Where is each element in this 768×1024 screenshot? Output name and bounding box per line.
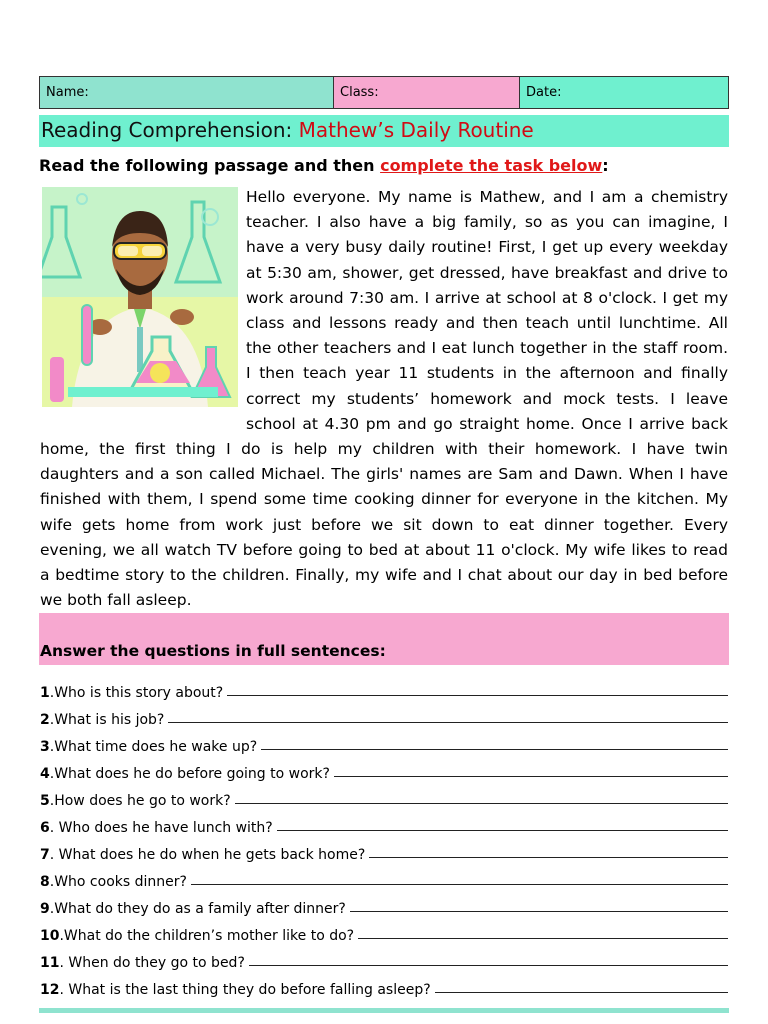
instruction bbox=[39, 156, 609, 175]
question-number: 9 bbox=[40, 901, 50, 917]
question-text: .What time does he wake up? bbox=[49, 739, 258, 755]
question-row bbox=[40, 782, 728, 809]
question-row bbox=[40, 728, 728, 755]
questions-list bbox=[40, 674, 728, 998]
chemistry-teacher-illustration-icon bbox=[42, 187, 238, 407]
question-row bbox=[40, 701, 728, 728]
answer-line[interactable] bbox=[435, 991, 728, 993]
question-text: .How does he go to work? bbox=[49, 793, 231, 809]
question-text: . What is the last thing they do before falling asleep? bbox=[59, 982, 431, 998]
question-text: . When do they go to bed? bbox=[59, 955, 245, 971]
question-number: 10 bbox=[40, 928, 60, 944]
question-row bbox=[40, 917, 728, 944]
question-number: 4 bbox=[40, 766, 50, 782]
question-row bbox=[40, 755, 728, 782]
date-label: Date: bbox=[526, 85, 562, 100]
question-text: .Who is this story about? bbox=[49, 685, 224, 701]
instruction-link: complete the task below bbox=[380, 156, 603, 175]
question-text: . What does he do when he gets back home? bbox=[49, 847, 366, 863]
answer-line[interactable] bbox=[358, 937, 728, 939]
title-prefix: Reading Comprehension: bbox=[41, 118, 293, 142]
question-number: 5 bbox=[40, 793, 50, 809]
question-text: .What does he do before going to work? bbox=[49, 766, 330, 782]
answer-line[interactable] bbox=[227, 694, 728, 696]
answer-line[interactable] bbox=[261, 748, 728, 750]
question-number: 2 bbox=[40, 712, 50, 728]
question-row bbox=[40, 944, 728, 971]
bottom-divider bbox=[39, 1008, 729, 1013]
title-bar bbox=[39, 115, 729, 147]
answer-line[interactable] bbox=[334, 775, 728, 777]
title-subject: Mathew’s Daily Routine bbox=[298, 118, 534, 142]
question-number: 8 bbox=[40, 874, 50, 890]
name-label: Name: bbox=[46, 85, 89, 100]
question-number: 7 bbox=[40, 847, 50, 863]
question-text: .Who cooks dinner? bbox=[49, 874, 187, 890]
answer-line[interactable] bbox=[350, 910, 728, 912]
question-row bbox=[40, 674, 728, 701]
question-number: 1 bbox=[40, 685, 50, 701]
question-number: 11 bbox=[40, 955, 60, 971]
date-field[interactable] bbox=[520, 77, 728, 108]
question-text: .What do the children’s mother like to do? bbox=[59, 928, 355, 944]
question-text: .What is his job? bbox=[49, 712, 165, 728]
header-table bbox=[39, 76, 729, 109]
class-field[interactable] bbox=[334, 77, 520, 108]
question-row bbox=[40, 863, 728, 890]
question-row bbox=[40, 971, 728, 998]
question-text: .What do they do as a family after dinner? bbox=[49, 901, 346, 917]
question-number: 12 bbox=[40, 982, 60, 998]
answer-line[interactable] bbox=[168, 721, 728, 723]
answer-heading: Answer the questions in full sentences: bbox=[40, 642, 386, 660]
question-row bbox=[40, 890, 728, 917]
question-row bbox=[40, 836, 728, 863]
question-number: 6 bbox=[40, 820, 50, 836]
answer-line[interactable] bbox=[249, 964, 728, 966]
name-field[interactable] bbox=[40, 77, 334, 108]
instruction-text: Read the following passage and then bbox=[39, 156, 381, 175]
answer-line[interactable] bbox=[277, 829, 728, 831]
answer-line[interactable] bbox=[235, 802, 728, 804]
answer-line[interactable] bbox=[369, 856, 728, 858]
class-label: Class: bbox=[340, 85, 379, 100]
passage-text: Hello everyone. My name is Mathew, and I am a chemistry teacher. I also have a big family, so as you can imagine, I have a very busy daily routine! First, I get up every weekday at 5:30 am, shower, get dressed, have breakfast and drive to work around 7:30 am. I arrive at school at 8 o'clock. I get my class and lessons ready and then teach until lunchtime. All the other teachers and I eat lunch together in the staff room. I then teach year 11 students in the afternoon and finally correct my students’ homework and mock tests. I leave school at 4.30 pm and go straight home. Once I arrive back home, the first thing I do is help my children with their homework. I have twin daughters and a son called Michael. The girls' names are Sam and Dawn. When I have finished with them, I spend some time cooking dinner for everyone in the kitchen. My wife gets home from work just before we sit down to eat dinner together. Every evening, we all watch TV before going to bed at about 11 o'clock. My wife likes to read a bedtime story to the children. Finally, my wife and I chat about our day in bed before we both fall asleep. bbox=[40, 188, 728, 610]
question-row bbox=[40, 809, 728, 836]
instruction-suffix: : bbox=[602, 156, 609, 175]
answer-line[interactable] bbox=[191, 883, 728, 885]
question-number: 3 bbox=[40, 739, 50, 755]
question-text: . Who does he have lunch with? bbox=[49, 820, 273, 836]
